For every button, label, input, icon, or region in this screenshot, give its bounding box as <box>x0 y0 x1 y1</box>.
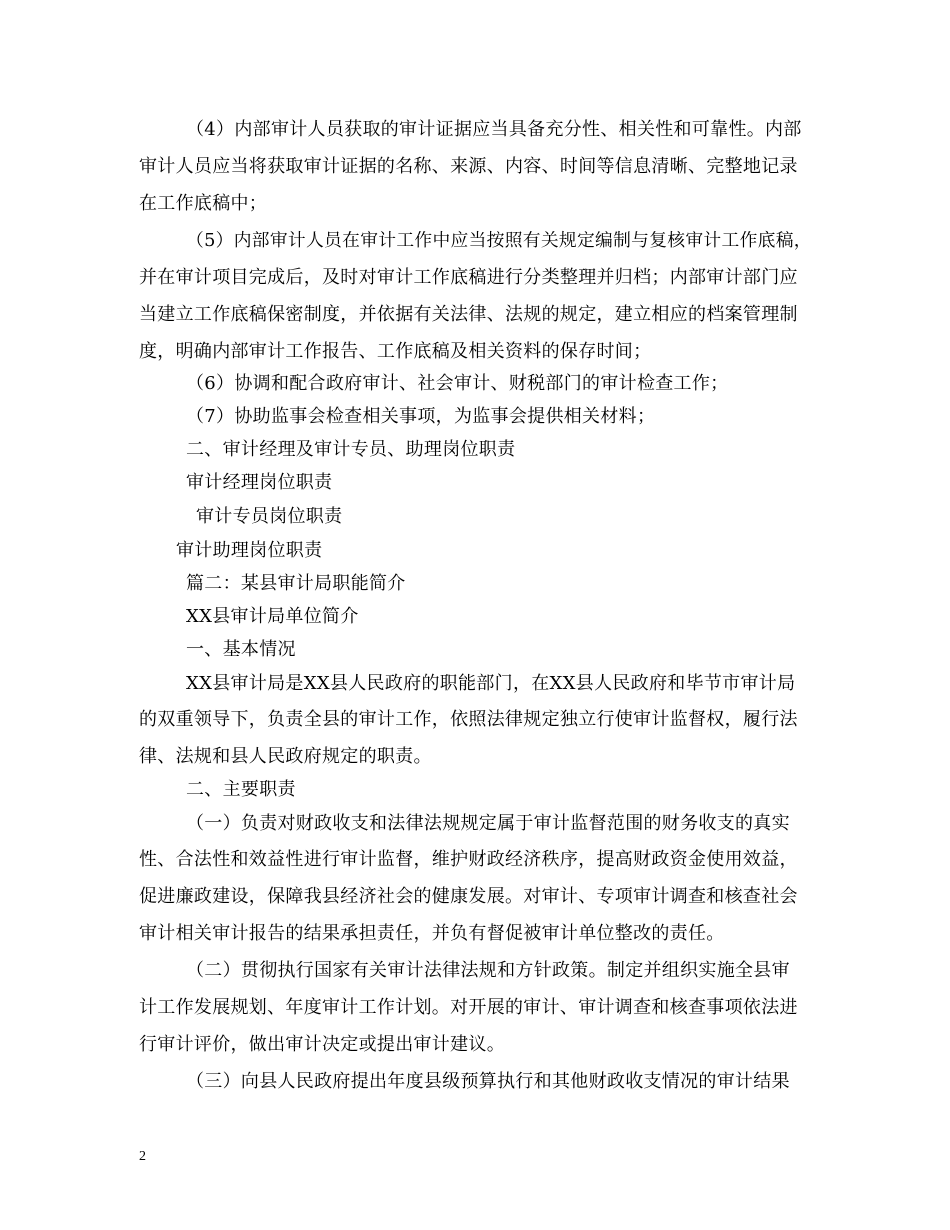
text-line: （7）协助监事会检查相关事项，为监事会提供相关材料； <box>186 406 656 427</box>
part-heading: 篇二：某县审计局职能简介 <box>186 573 406 594</box>
subsection-heading: 审计经理岗位职责 <box>186 472 333 493</box>
text-line: 审计人员应当将获取审计证据的名称、来源、内容、时间等信息清晰、完整地记录 <box>139 156 798 177</box>
document-title: XX县审计局单位简介 <box>186 606 359 627</box>
text-line: （5）内部审计人员在审计工作中应当按照有关规定编制与复核审计工作底稿， <box>186 231 812 251</box>
page-number: 2 <box>139 1149 146 1164</box>
text-line: （一）负责对财政收支和法律法规规定属于审计监督范围的财务收支的真实 <box>186 813 790 834</box>
text-line: XX县审计局是XX县人民政府的职能部门，在XX县人民政府和毕节市审计局 <box>186 673 796 694</box>
text-line: 审计相关审计报告的结果承担责任，并负有督促被审计单位整改的责任。 <box>139 923 725 944</box>
text-line: （二）贯彻执行国家有关审计法律法规和方针政策。制定并组织实施全县审 <box>186 960 790 981</box>
text-line: 在工作底稿中； <box>139 193 268 214</box>
subsection-heading: 审计专员岗位职责 <box>196 506 343 527</box>
text-line: 并在审计项目完成后，及时对审计工作底稿进行分类整理并归档；内部审计部门应 <box>139 267 798 288</box>
text-line: 性、合法性和效益性进行审计监督，维护财政经济秩序，提高财政资金使用效益， <box>139 849 798 870</box>
text-line: 行审计评价，做出审计决定或提出审计建议。 <box>139 1034 505 1055</box>
section-heading: 二、主要职责 <box>186 779 296 800</box>
text-line: （6）协调和配合政府审计、社会审计、财税部门的审计检查工作； <box>186 373 729 394</box>
text-line: 的双重领导下，负责全县的审计工作，依照法律规定独立行使审计监督权，履行法 <box>139 709 798 730</box>
subsection-heading: 审计助理岗位职责 <box>176 540 323 561</box>
text-line: 度，明确内部审计工作报告、工作底稿及相关资料的保存时间； <box>139 341 652 362</box>
section-heading: 二、审计经理及审计专员、助理岗位职责 <box>186 439 516 460</box>
text-line: 计工作发展规划、年度审计工作计划。对开展的审计、审计调查和核查事项依法进 <box>139 997 798 1018</box>
text-line: 律、法规和县人民政府规定的职责。 <box>139 746 432 767</box>
text-line: （4）内部审计人员获取的审计证据应当具备充分性、相关性和可靠性。内部 <box>186 119 802 140</box>
section-heading: 一、基本情况 <box>186 639 296 660</box>
text-line: 促进廉政建设，保障我县经济社会的健康发展。对审计、专项审计调查和核查社会 <box>139 886 798 907</box>
text-line: 当建立工作底稿保密制度，并依据有关法律、法规的规定，建立相应的档案管理制 <box>139 304 798 325</box>
text-line: （三）向县人民政府提出年度县级预算执行和其他财政收支情况的审计结果 <box>186 1071 790 1092</box>
